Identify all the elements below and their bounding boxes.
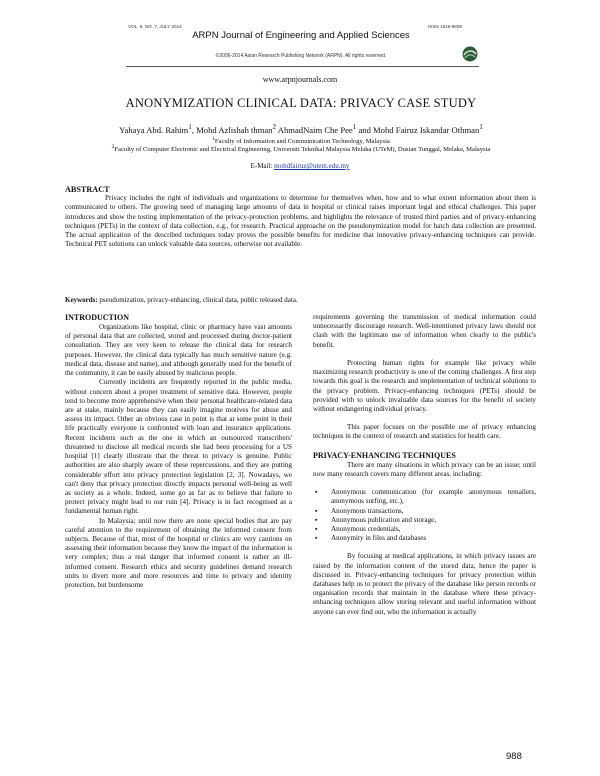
copyright-line: ©2006-2014 Asian Research Publishing Network (ARPN). All rights reserved. [215,53,387,59]
contact-email [0,162,600,170]
author-affiliation-mark: 2 [272,123,277,131]
left-column [65,313,292,590]
pet-heading: PRIVACY-ENHANCING TECHNIQUES [313,450,456,460]
author-affiliation-mark: 1 [479,123,483,131]
paragraph: Currently incidents are frequently reported in the public media, without concern about a proper treatment of sensitive data. However, people tend to become more apprehensive when their personal healthcare-related data are at stake, mainly because they can easily imagine motives for abuse and assess its impact. Other an obvious case in point is that at some point in their life practically everyone is confronted with loan and insurance applications. Recent incidents such as the one in which an outsourced transcribers' threatened to disclose all medical records she had been processing for a US hospital [1] clearly illustrate that the threat to privacy is genuine. Public authorities are also sharply aware of these repercussions, and they are putting considerable effort into privacy protection legislation [2, 3]. Nowadays, we can't deny that privacy protection directly impacts personal well-being as well as society as a whole. Indeed, some go as far as to believe that failure to protect privacy might lead to our ruin [4]. Privacy is in fact recognised as a fundamental human right. [65,378,292,516]
keywords-label: Keywords: [65,296,98,304]
paragraph: Protecting human rights for example like privacy while maximizing research productivity is one of the coming challenges. A first step towards this goal is the research and implementation of technical solutions to the privacy problem. Privacy-enhancing techniques (PETs) should be provided with to unlock invaluable data sources for the benefit of society without endangering individual privacy. [313,358,536,413]
list-item: ▪ Anonymous credentials, [313,525,536,534]
keywords-text: pseudomization, privacy-enhancing, clinical data, public released data. [97,296,298,304]
list-item: ▪ Anonymous communication (for example anonymous remailers, anonymous surfing, etc.), [313,488,536,506]
author-list [60,123,542,135]
author-affiliation-mark: 1 [352,123,357,131]
paragraph: By focusing at medical applications, in which privacy issues are raised by the information content of the stored data, hence the paper is discussed in. Privacy-enhancing techniques for privacy protection within databases help us to protect the privacy of the database like person records or organisation records that maintain in the database where these privacy-enhancing techniques allow storing relevant and useful information without anyone can ever find out, who the information is actually [313,552,536,616]
author-separator: and [356,124,374,135]
list-item: ▪ Anonymous transactions, [313,507,536,516]
arpn-logo-icon [462,46,478,62]
keywords [65,296,536,304]
author-name: Mohd Azlishah thman [196,124,273,135]
paragraph: Organizations like hospital, clinic or pharmacy have vast amounts of personal data that are collected, stored and processed during doctor-patient consultation. They are very keen to release the clinical data for research purposes. However, the clinical data typically has much sensitive nature (e.g. medical data, disease and name), and although generally used for the benefit of the community, it can be easily abused by malicious people. [65,323,292,378]
list-item: ▪ Anonymity in files and databases [313,534,536,543]
email-label: E-Mail: [250,162,275,170]
paragraph: requirements governing the transmission of medical information could unnecessarily discourage research. Well-intentioned privacy laws should not clash with the legitimate use of information when clearly to the public's benefit. [313,313,536,349]
abstract-body: Privacy includes the right of individuals and organizations to determine for themselves when, how and to what extent information about them is communicated to others. The growing need of managing large amounts of data in hospital or clinical raises important legal and ethical challenges. This paper introduces and show the testing implementation of the privacy-protection problems, and highlights the relevance of trusted third parties and of privacy-enhancing techniques (PETs) in the context of data collection, e.g., for research. Practical approache on the pseudonymization model for batch data collection are presented. The actual application of the described techniques today proves the possible benefits for medicine that innovative privacy-enhancing techniques can provide. Technical PET solutions can unlock valuable data sources, otherwise not available. [65,194,536,249]
paragraph: There are many situations in which privacy can be an issue; until now many research covers many different areas, including: [313,460,536,478]
author-name: AhmadNaim Che Pee [277,124,353,135]
issn: ISSN 1819-6608 [428,24,462,29]
journal-website[interactable]: www.arpnjournals.com [262,75,338,84]
affiliation-text: Faculty of Information and Communication Technology, Malaysia [214,138,390,146]
introduction-heading: INTRODUCTION [65,313,130,322]
list-item: ▪ Anonymous publication and storage, [313,516,536,525]
right-column [313,313,536,617]
paragraph: This paper focuses on the possible use of privacy enhancing techniques in the context of research and statistics for health care. [313,423,536,441]
header-rule [126,66,479,67]
author-name: Mohd Fairuz Iskandar Othman [373,124,480,135]
affiliation-text: Faculty of Computer Electronic and Electrical Engineering, Universiti Teknikal Malaysia Melaka (UTeM), Dusian Tunggal, Melaka, Malaysia [114,146,491,154]
affiliation-mark: 1 [212,136,215,142]
affiliation-mark: 2 [111,144,115,150]
pet-areas-list [313,488,536,543]
article-title: ANONYMIZATION CLINICAL DATA: PRIVACY CASE STUDY [125,96,477,110]
paragraph: In Malaysia; until now there are none special bodies that are pay careful attention to the requirement of obtaining the informed consent from subjects. Because of that, most of the hospital or clinics are very cautions on assessing their information because they know the impact of the information is very complex; thus a real danger that informed consent is rather an ill-informed consent. Research ethics and security guidelines demand research units to divert more and more resources and time to privacy and identity protection, but burdensome [65,516,292,590]
email-link[interactable]: mohdfairuz@utem.edu.my [274,162,350,170]
page-number: 988 [506,751,522,762]
author-affiliation-mark: 1 [188,123,192,131]
affiliation-2 [70,143,532,154]
author-separator: , [191,124,197,135]
volume-issue: VOL. 9, NO. 7, JULY 2014 [128,24,182,29]
journal-name: ARPN Journal of Engineering and Applied Sciences [192,30,410,41]
abstract-heading: ABSTRACT [65,185,110,194]
author-name: Yahaya Abd. Rahim [119,124,189,135]
